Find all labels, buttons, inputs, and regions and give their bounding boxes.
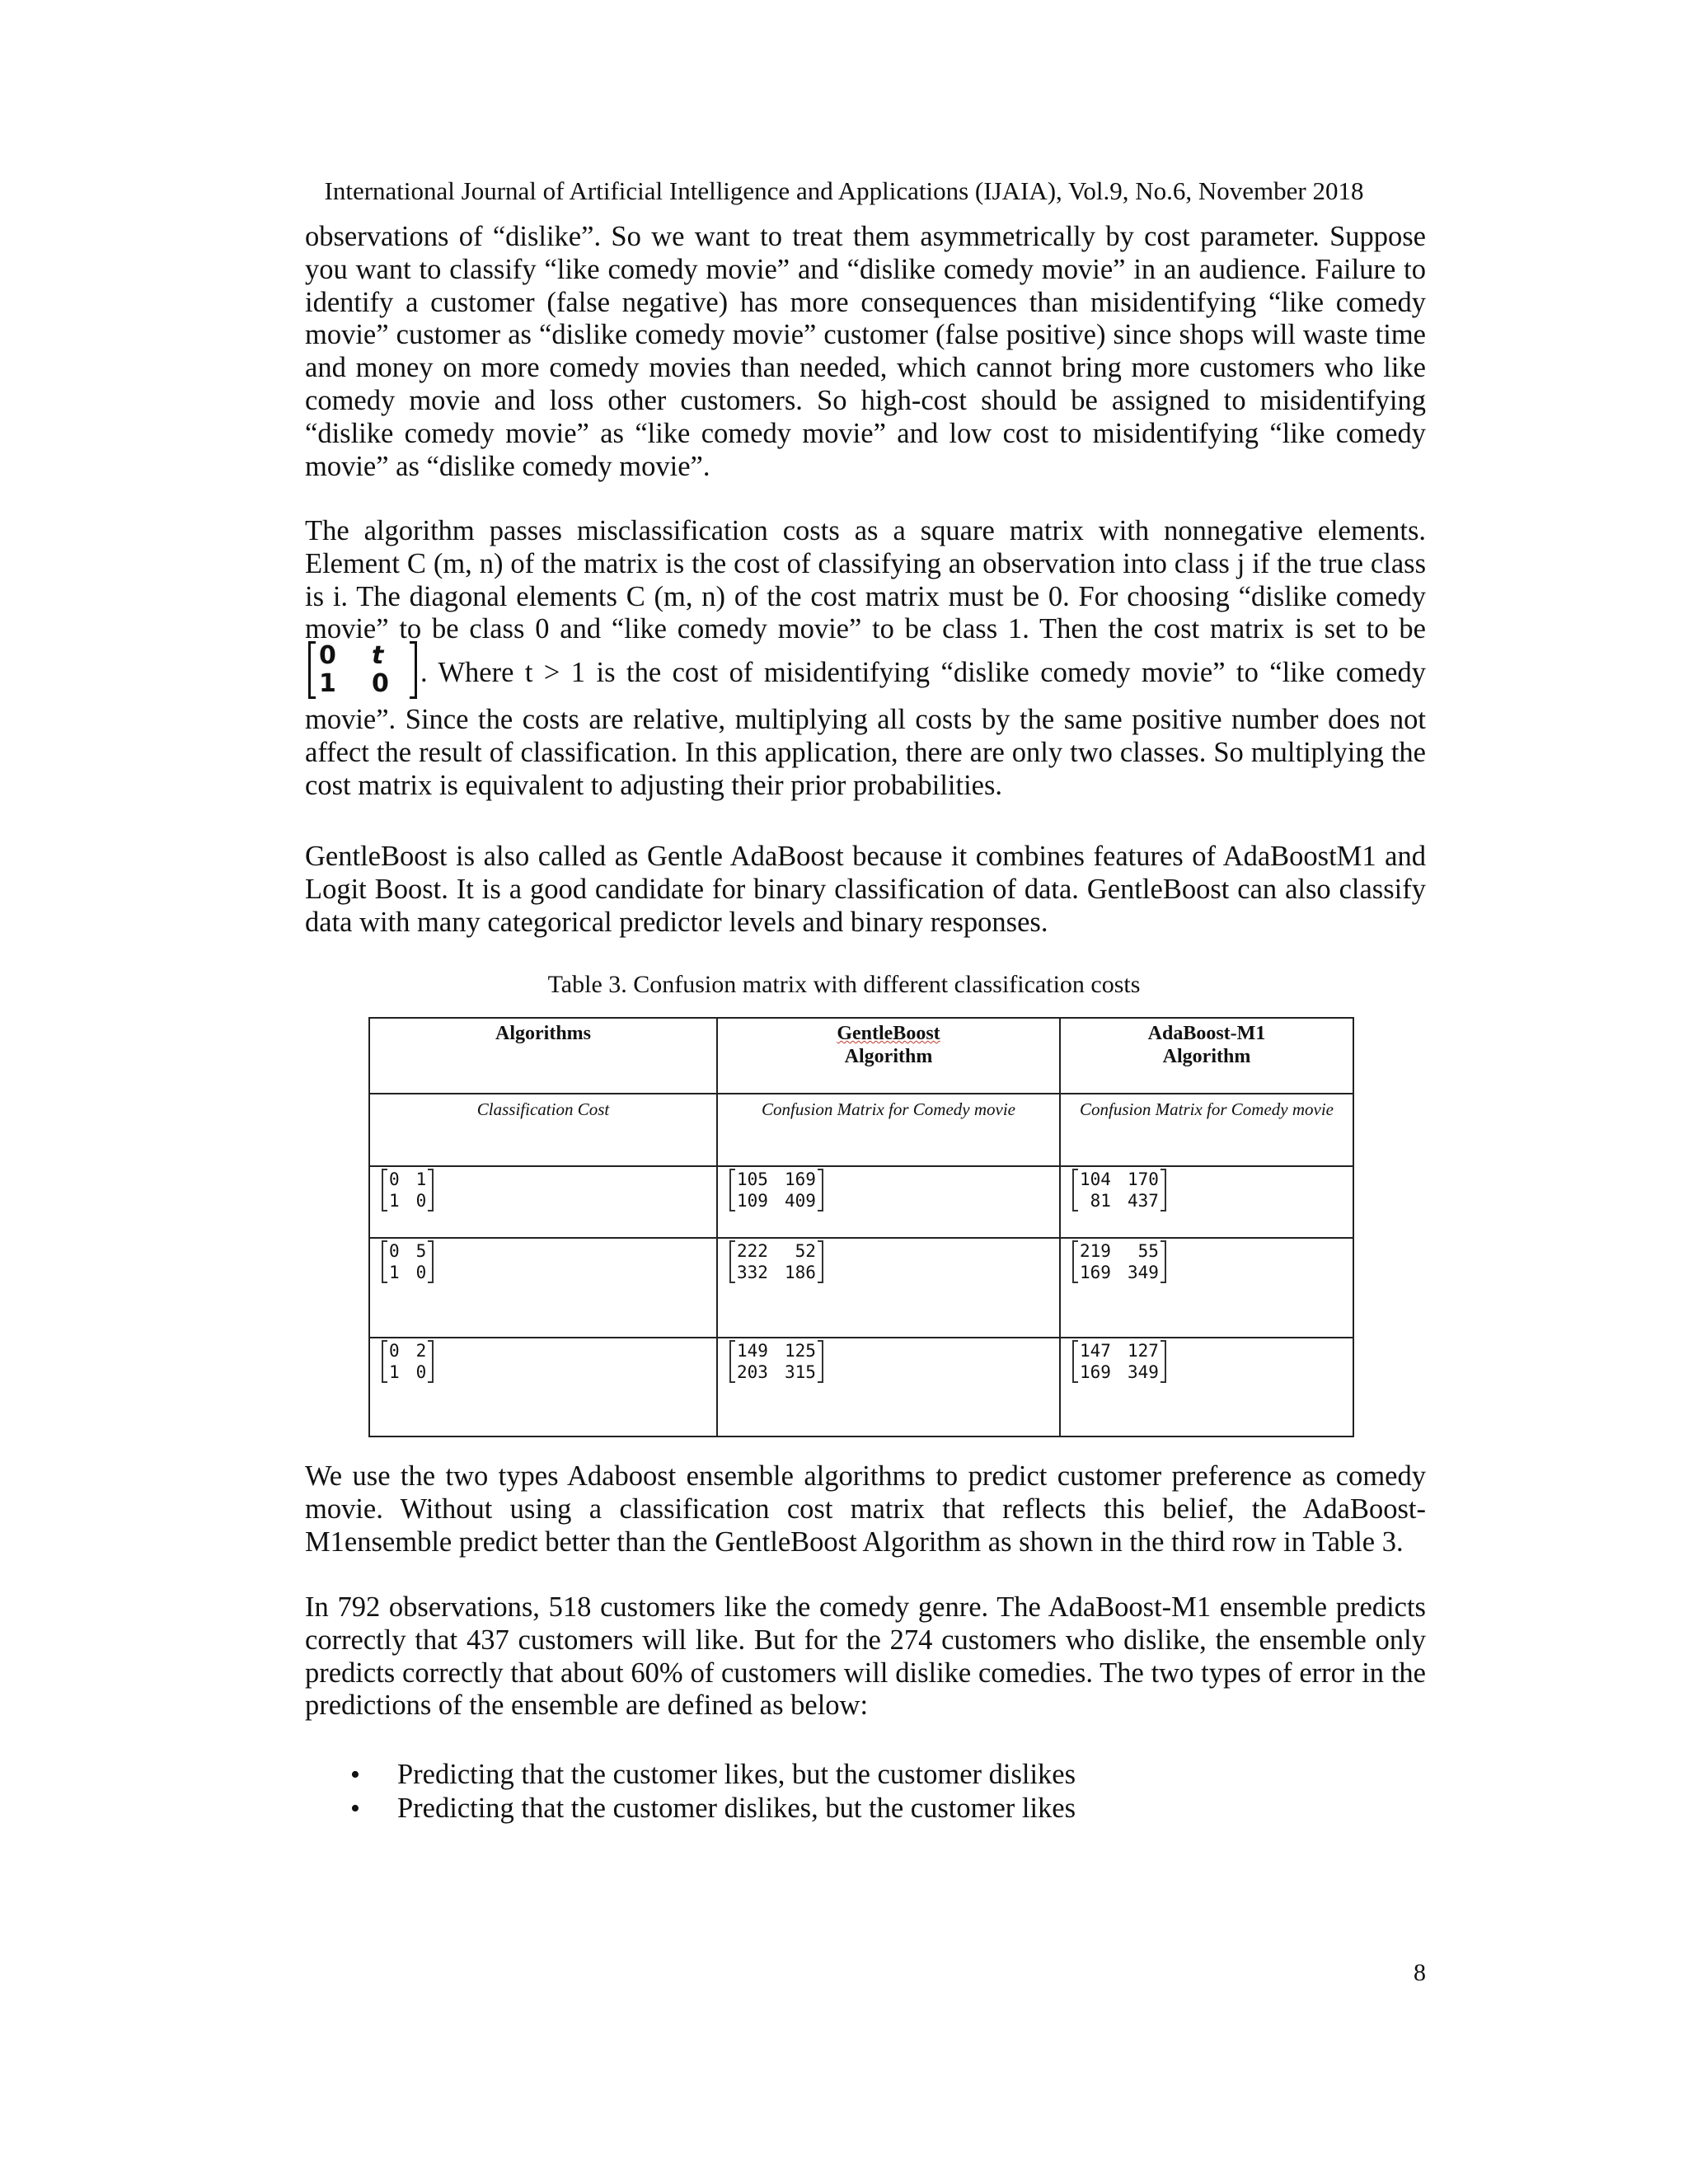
gentle-confusion-cell: 105 169 109 409 — [717, 1166, 1060, 1238]
table-subheader-row — [369, 1094, 1353, 1166]
header-adaboost: AdaBoost-M1 Algorithm — [1060, 1018, 1353, 1094]
cost-matrix-cell: 0 1 1 0 — [369, 1166, 717, 1238]
matrix-cell: t — [372, 641, 384, 671]
ada-confusion-cell: 147 127 169 349 — [1060, 1338, 1353, 1436]
table-row — [369, 1166, 1353, 1238]
subheader-gentle-confusion: Confusion Matrix for Comedy movie — [717, 1094, 1060, 1166]
cost-matrix-cell: 0 2 1 0 — [369, 1338, 717, 1436]
table-row — [369, 1338, 1353, 1436]
error-types-list — [346, 1758, 1076, 1825]
paragraph-adaboost-comparison — [305, 1460, 1426, 1558]
paragraph-gentleboost — [305, 841, 1426, 939]
paragraph-text: In 792 observations, 518 customers like the comedy genre. The AdaBoost-M1 ensemble predicts correctly that 437 customers will like. But for the 274 customers who dislike, the ensemble only predicts correctly that about 60% of customers will dislike comedies. The two types of error in the predictions of the ensemble are defined as below: — [305, 1591, 1426, 1722]
page-number: 8 — [1414, 1959, 1426, 1986]
matrix-cell: 0 — [372, 669, 389, 699]
ada-confusion-cell: 219 55 169 349 — [1060, 1238, 1353, 1338]
ada-confusion-cell: 104 170 81 437 — [1060, 1166, 1353, 1238]
paragraph-text-after: . Where t > 1 is the cost of misidentifying “dislike comedy movie” to “like comedy movie”. Since the costs are relative, multiplying all costs by the same positive number does not affect the result of classification. In this application, there are only two classes. So multiplying the cost matrix is equivalent to adjusting their prior probabilities. — [305, 657, 1426, 801]
paragraph-text: We use the two types Adaboost ensemble algorithms to predict customer preference as comedy movie. Without using a classification cost matrix that reflects this belief, the AdaBoost-M1ensemble predict better than the GentleBoost Algorithm as shown in the third row in Table 3. — [305, 1460, 1426, 1558]
right-bracket — [410, 641, 417, 699]
gentle-confusion-cell: 222 52 332 186 — [717, 1238, 1060, 1338]
paragraph-cost-asymmetry — [305, 221, 1426, 483]
paragraph-cost-matrix — [305, 515, 1426, 803]
subheader-ada-confusion: Confusion Matrix for Comedy movie — [1060, 1094, 1353, 1166]
table-caption: Table 3. Confusion matrix with different classification costs — [547, 971, 1141, 998]
inline-cost-matrix — [308, 641, 417, 699]
confusion-matrix-table — [368, 1017, 1354, 1437]
table-row — [369, 1238, 1353, 1338]
gentle-confusion-cell: 149 125 203 315 — [717, 1338, 1060, 1436]
left-bracket — [308, 641, 316, 699]
table-header-row — [369, 1018, 1353, 1094]
paragraph-text-before: The algorithm passes misclassification costs as a square matrix with nonnegative elements. Element C (m, n) of the matrix is the cost of classifying an observation into class j if the true class is i. The diagonal elements C (m, n) of the cost matrix must be 0. For choosing “dislike comedy movie” to be class 0 and “like comedy movie” to be class 1. Then the cost matrix is set to be — [305, 515, 1426, 645]
journal-header: International Journal of Artificial Intelligence and Applications (IJAIA), Vol.9, No.6, November 2018 — [324, 176, 1364, 205]
matrix-cell: 1 — [319, 669, 336, 699]
paragraph-observations — [305, 1591, 1426, 1722]
list-item: • Predicting that the customer likes, but the customer dislikes — [346, 1758, 1076, 1792]
header-gentleboost: GentleBoost Algorithm — [717, 1018, 1060, 1094]
matrix-cell: 0 — [319, 641, 336, 671]
subheader-classification-cost: Classification Cost — [369, 1094, 717, 1166]
paragraph-text: observations of “dislike”. So we want to treat them asymmetrically by cost parameter. Suppose you want to classify “like comedy movie” and “dislike comedy movie” in an audience. Failure to identify a customer (false negative) has more consequences than misidentifying “like comedy movie” customer as “dislike comedy movie” customer (false positive) since shops will waste time and money on more comedy movies than needed, which cannot bring more customers who like comedy movie and loss other customers. So high-cost should be assigned to misidentifying “dislike comedy movie” as “like comedy movie” and low cost to misidentifying “like comedy movie” as “dislike comedy movie”. — [305, 221, 1426, 482]
cost-matrix-cell: 0 5 1 0 — [369, 1238, 717, 1338]
header-algorithms: Algorithms — [369, 1018, 717, 1094]
list-item: • Predicting that the customer dislikes, but the customer likes — [346, 1792, 1076, 1825]
paragraph-text: GentleBoost is also called as Gentle AdaBoost because it combines features of AdaBoostM1 and Logit Boost. It is a good candidate for binary classification of data. GentleBoost can also classify data with many categorical predictor levels and binary responses. — [305, 841, 1426, 938]
